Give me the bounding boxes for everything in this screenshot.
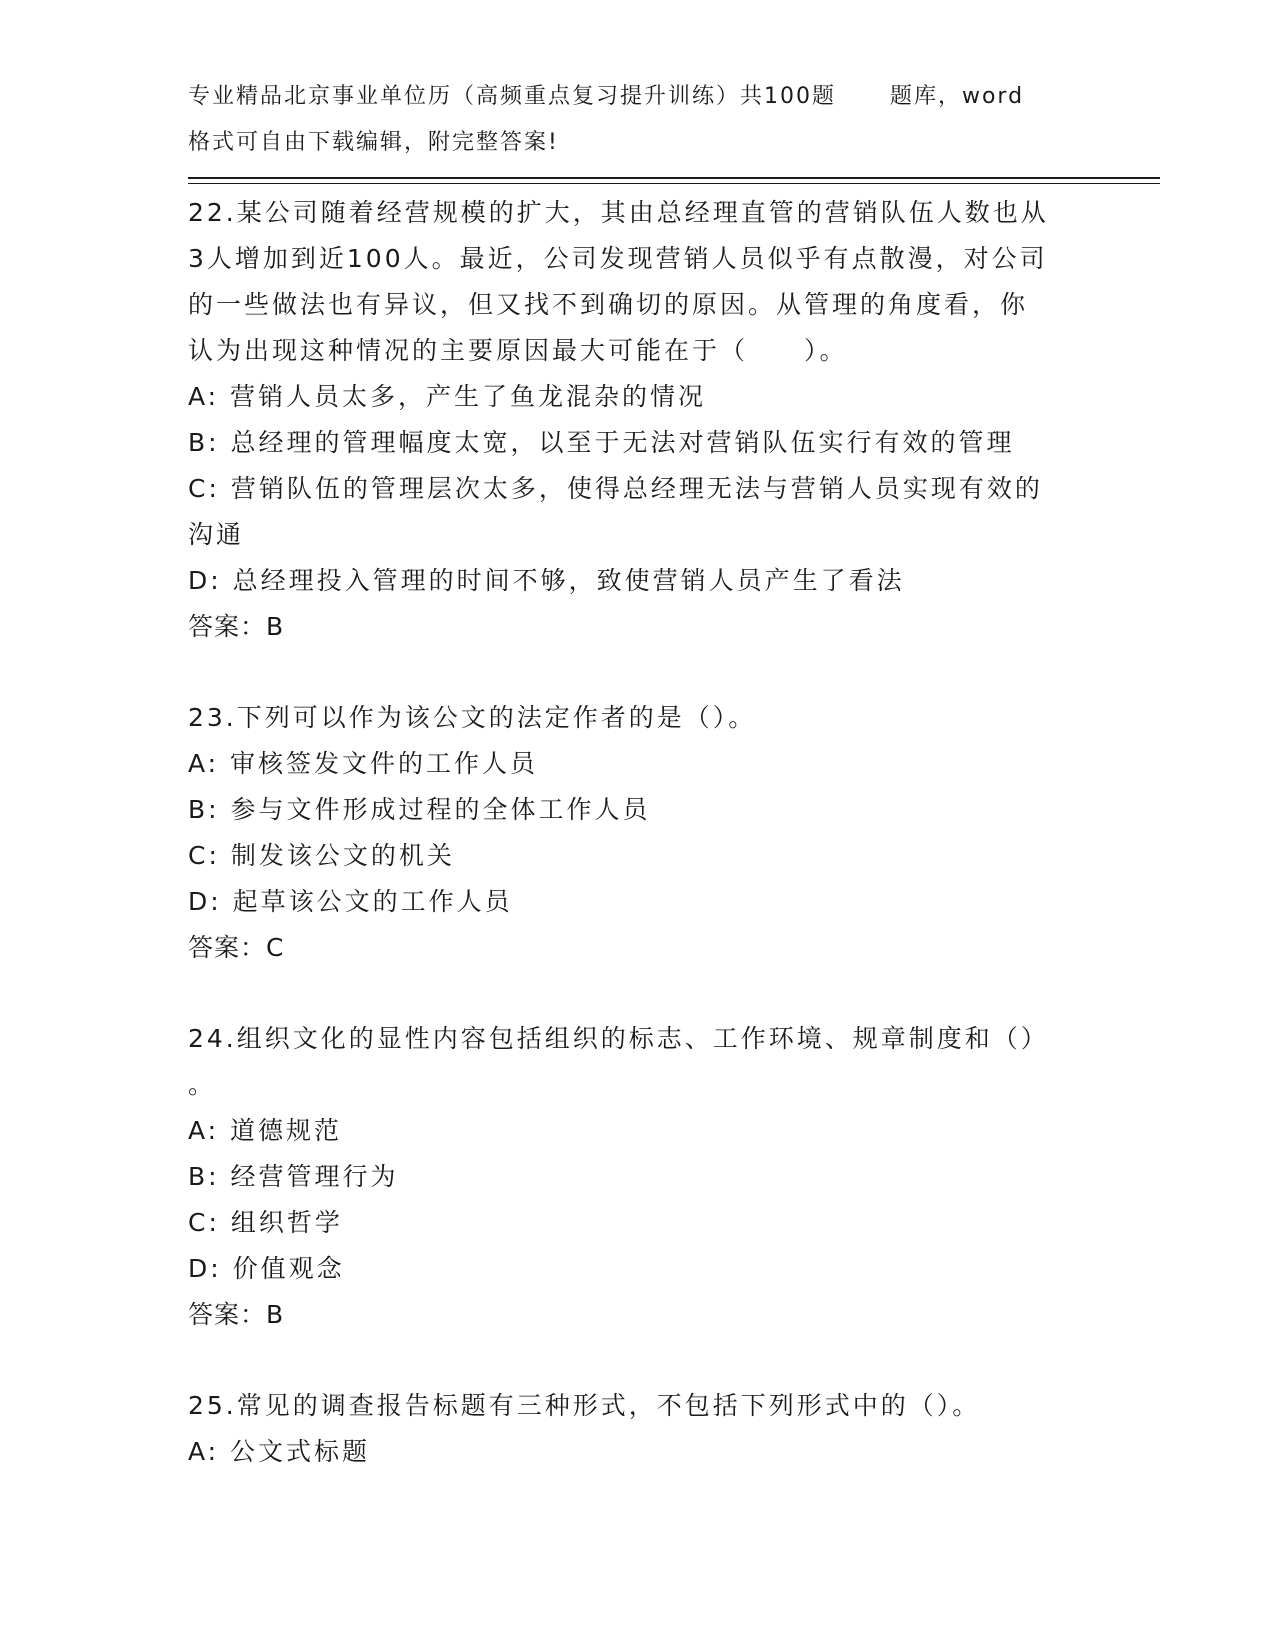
- question-stem-line: 认为出现这种情况的主要原因最大可能在于（ ）。: [188, 336, 848, 365]
- option-b: B: 参与文件形成过程的全体工作人员: [188, 795, 651, 824]
- option-a: A: 公文式标题: [188, 1437, 371, 1466]
- option-c: C: 制发该公文的机关: [188, 841, 455, 870]
- question-block: [188, 190, 1088, 650]
- answer-label: 答案：B: [188, 1300, 285, 1329]
- question-stem-line: 3人增加到近100人。最近，公司发现营销人员似乎有点散漫，对公司: [188, 244, 1048, 273]
- option-c: C: 组织哲学: [188, 1208, 343, 1237]
- option-b: B: 总经理的管理幅度太宽，以至于无法对营销队伍实行有效的管理: [188, 428, 1015, 457]
- header-divider-thin: [188, 183, 1160, 184]
- header-line-2: 格式可自由下载编辑，附完整答案!: [188, 130, 559, 155]
- question-spacer: [188, 971, 1088, 1016]
- option-c: C: 营销队伍的管理层次太多，使得总经理无法与营销人员实现有效的: [188, 474, 1043, 503]
- option-a: A: 审核签发文件的工作人员: [188, 749, 539, 778]
- question-block: [188, 1383, 1088, 1475]
- header-line-1: 专业精品北京事业单位历（高频重点复习提升训练）共100题 题库，word: [188, 84, 1025, 109]
- question-stem-line: 。: [188, 1070, 217, 1099]
- question-stem-line: 的一些做法也有异议，但又找不到确切的原因。从管理的角度看，你: [188, 290, 1029, 319]
- option-a: A: 营销人员太多，产生了鱼龙混杂的情况: [188, 382, 707, 411]
- option-d: D: 总经理投入管理的时间不够，致使营销人员产生了看法: [188, 566, 905, 595]
- question-list: [188, 190, 1088, 1475]
- question-stem-line: 25.常见的调查报告标题有三种形式，不包括下列形式中的（）。: [188, 1391, 981, 1420]
- question-spacer: [188, 650, 1088, 695]
- option-d: D: 价值观念: [188, 1254, 345, 1283]
- question-spacer: [188, 1338, 1088, 1383]
- question-stem-line: 23.下列可以作为该公文的法定作者的是（）。: [188, 703, 757, 732]
- option-d: D: 起草该公文的工作人员: [188, 887, 513, 916]
- header-divider-thick: [188, 177, 1160, 179]
- answer-label: 答案：C: [188, 933, 285, 962]
- question-block: [188, 1016, 1088, 1338]
- question-stem-line: 22.某公司随着经营规模的扩大，其由总经理直管的营销队伍人数也从: [188, 198, 1049, 227]
- answer-label: 答案：B: [188, 612, 285, 641]
- option-b: B: 经营管理行为: [188, 1162, 399, 1191]
- question-block: [188, 695, 1088, 971]
- question-stem-line: 24.组织文化的显性内容包括组织的标志、工作环境、规章制度和（）: [188, 1024, 1049, 1053]
- option-a: A: 道德规范: [188, 1116, 343, 1145]
- document-header: [188, 74, 1088, 166]
- option-c-continued: 沟通: [188, 520, 245, 549]
